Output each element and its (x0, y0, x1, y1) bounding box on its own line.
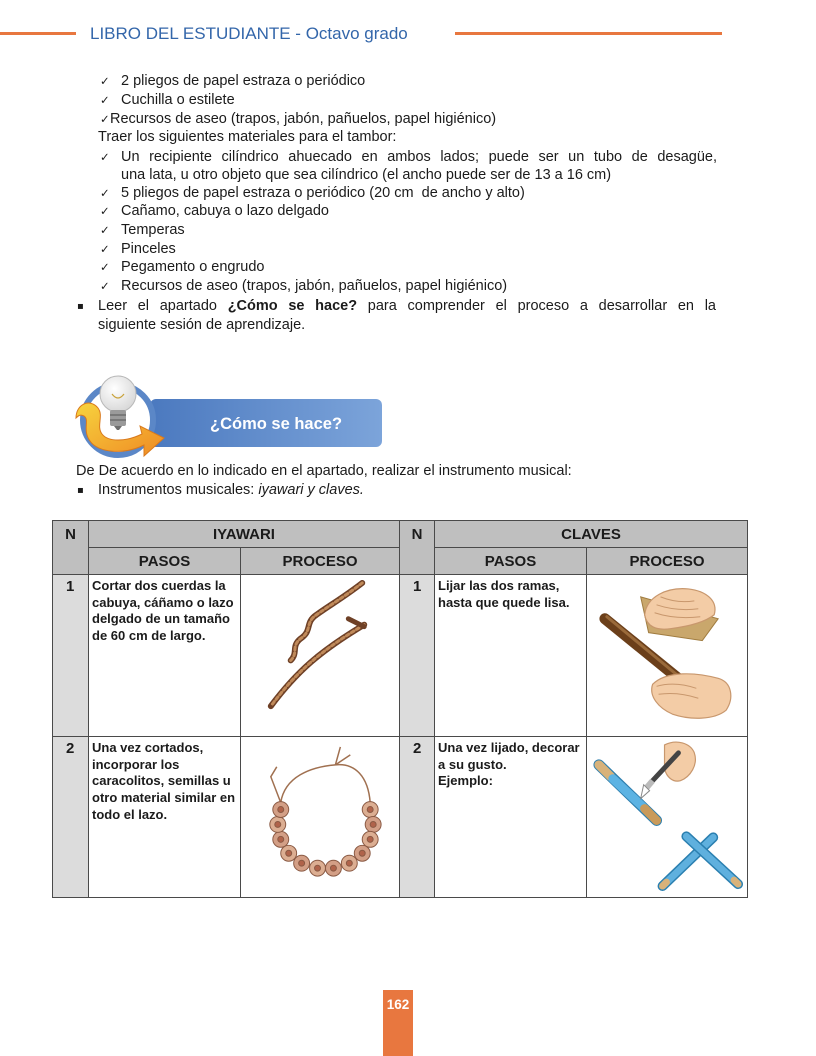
step-text-line: caracolitos, semillas u (92, 773, 231, 789)
page-header-title: LIBRO DEL ESTUDIANTE - Octavo grado (90, 24, 408, 43)
step-text-line: incorporar los (92, 756, 180, 772)
check-icon: ✓ (100, 260, 110, 274)
drum-item: Recursos de aseo (trapos, jabón, pañuelos, papel higiénico) (121, 278, 508, 294)
table-row (53, 737, 748, 898)
step-text-line: Lijar las dos ramas, (438, 578, 560, 593)
check-icon: ✓ (100, 112, 110, 126)
step-text-line: cabuya, cáñamo o lazo (92, 594, 234, 610)
table-header-row (53, 521, 748, 548)
steps-table (52, 520, 748, 898)
check-icon: ✓ (100, 242, 110, 256)
drum-materials-intro: Traer los siguientes materiales para el tambor: (98, 129, 397, 145)
iyawari-header: IYAWARI (89, 521, 400, 548)
step-text-line: Cortar dos cuerdas la (92, 578, 226, 593)
hands-sanding-stick-illustration (587, 575, 747, 736)
material-item: 2 pliegos de papel estraza o periódico (121, 73, 366, 89)
header-rule-left (0, 32, 76, 35)
reading-task-emphasis: ¿Cómo se hace? (227, 298, 358, 314)
claves-header: CLAVES (435, 521, 748, 548)
page-number: 162 (386, 997, 410, 1012)
proceso-header: PROCESO (587, 548, 748, 575)
header-rule-right (455, 32, 722, 35)
table-row (53, 575, 748, 737)
reading-task-line (98, 297, 716, 316)
process-image-cell (241, 737, 400, 898)
check-icon: ✓ (100, 74, 110, 88)
page-number-tab (383, 990, 413, 1056)
pasos-header: PASOS (89, 548, 241, 575)
shell-necklace-illustration (241, 737, 399, 897)
check-icon: ✓ (100, 279, 110, 293)
paintbrush-in-hand-icon (641, 742, 696, 798)
proceso-header: PROCESO (241, 548, 400, 575)
drum-item: Temperas (121, 222, 185, 238)
step-number: 2 (400, 737, 435, 898)
step-text (89, 575, 241, 737)
n-column-header: N (53, 521, 89, 575)
check-icon: ✓ (100, 204, 110, 218)
instruments-line (98, 481, 364, 500)
lightbulb-icon (100, 376, 136, 430)
square-bullet-icon: ▪ (77, 301, 84, 312)
material-item: Cuchilla o estilete (121, 92, 235, 108)
instruments-names: iyawari y claves. (258, 482, 364, 498)
process-image-cell (587, 575, 748, 737)
step-text-line: otro material similar en (92, 790, 236, 806)
drum-item: 5 pliegos de papel estraza o periódico (20 cm de ancho y alto) (121, 185, 525, 201)
step-number: 2 (53, 737, 89, 898)
how-to-banner (72, 368, 387, 464)
banner-title: ¿Cómo se hace? (210, 415, 343, 433)
check-icon: ✓ (100, 93, 110, 107)
step-text (89, 737, 241, 898)
pasos-header: PASOS (435, 548, 587, 575)
step-text-line: Una vez cortados, (92, 740, 204, 755)
process-image-cell (241, 575, 400, 737)
step-number: 1 (53, 575, 89, 737)
square-bullet-icon: ▪ (77, 485, 84, 496)
step-text (435, 575, 587, 737)
activity-intro: De De acuerdo en lo indicado en el apartado, realizar el instrumento musical: (76, 463, 572, 479)
step-text-line: de 60 cm de largo. (92, 628, 206, 644)
step-text-line: delgado de un tamaño (92, 611, 230, 627)
reading-task-line: siguiente sesión de aprendizaje. (98, 317, 306, 333)
n-column-header: N (400, 521, 435, 575)
step-text-line: Ejemplo: (438, 773, 493, 789)
step-text-line: Una vez lijado, decorar (438, 740, 580, 755)
drum-item-container-line: Un recipiente cilíndrico ahuecado en ambos lados; puede ser un tubo de desagüe, (121, 149, 717, 165)
painted-sticks-illustration (587, 737, 747, 897)
check-icon: ✓ (100, 186, 110, 200)
step-text (435, 737, 587, 898)
check-icon: ✓ (100, 223, 110, 237)
drum-item: Pinceles (121, 241, 176, 257)
reading-task-prefix: Leer el apartado (98, 298, 228, 314)
step-text-line: a su gusto. (438, 756, 507, 772)
reading-task-rest: para comprender el proceso a desarrollar en la (357, 298, 716, 314)
shell-beads (270, 802, 381, 877)
instruments-label: Instrumentos musicales: (98, 482, 259, 498)
process-image-cell (587, 737, 748, 898)
step-text-line: hasta que quede lisa. (438, 594, 570, 610)
check-icon: ✓ (100, 150, 110, 164)
twisted-cords-illustration (241, 575, 399, 736)
crossed-sticks (663, 836, 739, 886)
step-number: 1 (400, 575, 435, 737)
drum-item-container-line: una lata, u otro objeto que sea cilíndrico (el ancho puede ser de 13 a 16 cm) (121, 167, 612, 183)
drum-item: Cañamo, cabuya o lazo delgado (121, 203, 329, 219)
material-item: Recursos de aseo (trapos, jabón, pañuelos, papel higiénico) (110, 111, 497, 127)
step-text-line: todo el lazo. (92, 806, 168, 822)
drum-item: Pegamento o engrudo (121, 259, 265, 275)
